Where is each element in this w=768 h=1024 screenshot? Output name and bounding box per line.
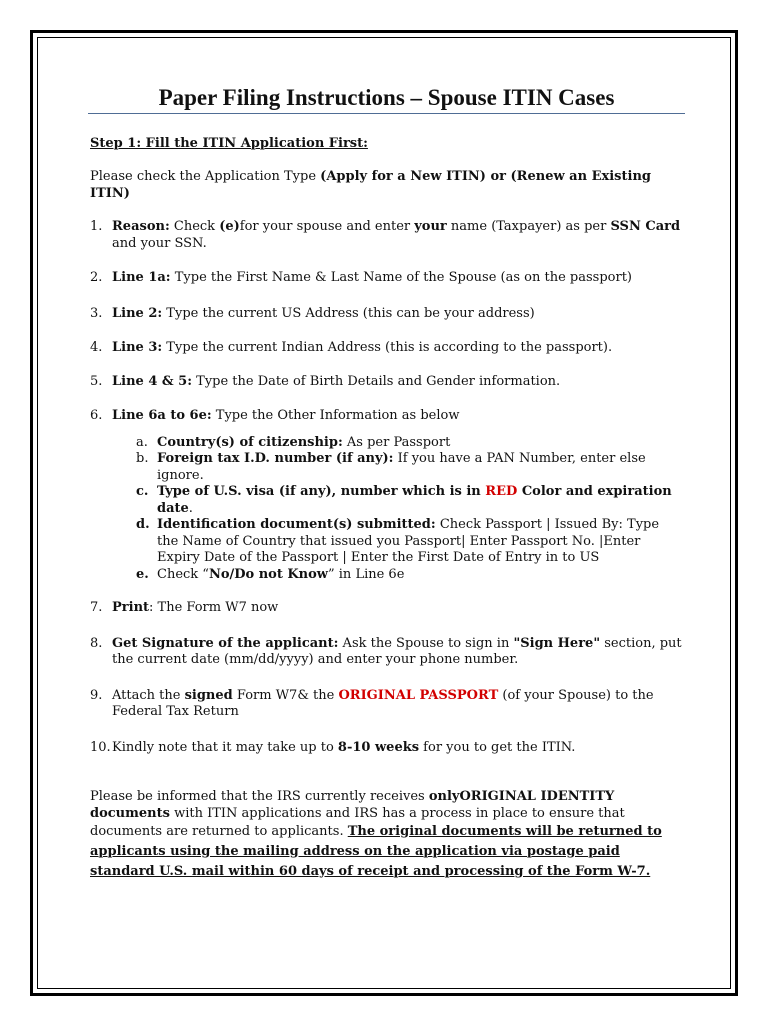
list-item-9: 9. Attach the signed Form W7& the ORIGINAL PASSPORT (of your Spouse) to the Federal Tax Return [90,687,654,719]
list-item-10: 10. Kindly note that it may take up to 8-10 weeks for you to get the ITIN. [90,739,576,755]
sub-item-c: c. Type of U.S. visa (if any), number which is in RED Color and expiration date. [136,484,672,516]
sub-item-b: b. Foreign tax I.D. number (if any): If you have a PAN Number, enter else ignore. [136,451,646,483]
sub-item-d: d. Identification document(s) submitted: Check Passport | Issued By: Type the Name of Country that issued you Passport| Enter Passport No. |Enter Expiry Date of the Passport | Enter the First Date of Entry in to US [136,517,660,565]
sub-list [112,435,682,584]
sub-item-e: e. Check “No/Do not Know” in Line 6e [136,566,405,582]
list-item-3: 3. Line 2: Type the current US Address (this can be your address) [90,305,535,321]
instruction-list [90,219,682,756]
list-item-7: 7. Print: The Form W7 now [90,600,279,615]
sub-item-a: a. Country(s) of citizenship: As per Passport [136,434,451,450]
intro-paragraph: Please check the Application Type (Apply for a New ITIN) or (Renew an Existing ITIN) [90,169,651,201]
step1-heading: Step 1: Fill the ITIN Application First: [90,135,368,151]
list-item-8: 8. Get Signature of the applicant: Ask the Spouse to sign in "Sign Here" section, put the current date (mm/dd/yyyy) and enter your phone number. [90,635,682,667]
list-item-5: 5. Line 4 & 5: Type the Date of Birth Details and Gender information. [90,373,561,389]
page-title: Paper Filing Instructions – Spouse ITIN Cases [88,90,685,114]
list-item-6: 6. Line 6a to 6e: Type the Other Information as below a. Country(s) of citizenship: As per Passport b. Foreign tax I.D. number (if any): If you have a PAN Number, enter else ignore. c. Type of U.S. visa (if any), number which is in RED Color and expiration date. d. Identification document(s) submitted: Check Passport | Issued By: Type the Name of Country that issued you Passport| Enter Passport No. |Enter Expiry Date of the Passport | Enter the First Date of Entry in to US e. Check “No/Do not Know” in Line 6e [90,408,682,583]
list-item-1: 1. Reason: Check (e)for your spouse and enter your name (Taxpayer) as per SSN Card and your SSN. [90,219,681,251]
document-body [90,85,682,882]
list-item-2: 2. Line 1a: Type the First Name & Last Name of the Spouse (as on the passport) [90,270,632,285]
footer-paragraph: Please be informed that the IRS currently receives onlyORIGINAL IDENTITY documents with ITIN applications and IRS has a process in place to ensure that documents are returned to applicants. The original documents will be returned to applicants using the mailing address on the application via postage paid standard U.S. mail within 60 days of receipt and processing of the Form W-7. [90,789,662,879]
list-item-4: 4. Line 3: Type the current Indian Address (this is according to the passport). [90,340,613,355]
